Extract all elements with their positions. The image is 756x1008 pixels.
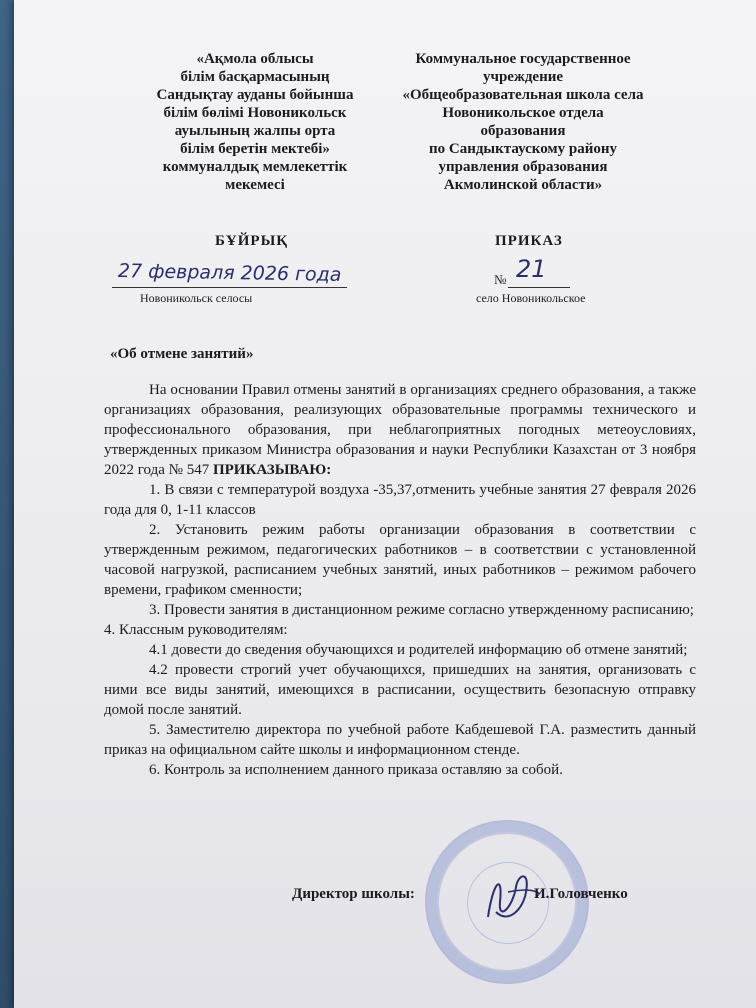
- order-item-6: 6. Контроль за исполнением данного приказа оставляю за собой.: [149, 762, 563, 778]
- header-kz-line: білім беретін мектебі»: [180, 141, 330, 157]
- header-kz-line: ауылының жалпы орта: [174, 123, 336, 139]
- header-ru-line: «Общеобразовательная школа села: [402, 87, 644, 103]
- order-title-ru: ПРИКАЗ: [495, 233, 563, 249]
- header-ru-line: Коммунальное государственное: [415, 51, 631, 67]
- place-kz: Новоникольск селосы: [140, 291, 253, 305]
- order-title-kz: БҰЙРЫҚ: [215, 233, 289, 249]
- command-word: ПРИКАЗЫВАЮ:: [212, 462, 332, 478]
- header-ru-line: образования: [480, 123, 566, 139]
- order-item-2: 2. Установить режим работы организации образования в соответствии с утвержденным режимом, педагогических работников – в соответствии с установленной часовой нагрузкой, расписанием учебных занятий, иных работников – режимом рабочего времени, графиком сменности;: [104, 522, 696, 598]
- header-ru-line: Новоникольское отдела: [442, 105, 604, 121]
- preamble-text: На основании Правил отмены занятий в организациях среднего образования, а также организациях образования, реализующих образовательные программы технического и профессионального образования, при неблагоприятных погодных метеоусловиях, утвержденных приказом Министра образования и науки Республики Казахстан от 3 ноября 2022 года № 547: [104, 382, 696, 478]
- order-item-3: 3. Провести занятия в дистанционном режиме согласно утвержденному расписанию;: [149, 602, 694, 618]
- header-ru-line: по Сандыктаускому району: [428, 141, 618, 157]
- header-ru: [388, 50, 658, 194]
- header-kz: [135, 50, 375, 194]
- signature-role: Директор школы:: [292, 886, 415, 902]
- header-ru-line: Акмолинской области»: [443, 177, 603, 193]
- header-kz-line: коммуналдық мемлекеттік: [162, 159, 348, 175]
- header-kz-line: білім басқармасының: [180, 69, 330, 85]
- header-kz-line: білім бөлімі Новоникольск: [163, 105, 347, 121]
- place-ru: село Новоникольское: [476, 291, 586, 305]
- header-kz-line: мекемесі: [225, 177, 285, 193]
- header-kz-line: Сандықтау ауданы бойынша: [156, 87, 354, 103]
- header-ru-line: управления образования: [438, 159, 608, 175]
- signature-name: И.Головченко: [534, 886, 628, 902]
- order-item-4: 4. Классным руководителям:: [104, 622, 288, 638]
- header-ru-line: учреждение: [482, 69, 564, 85]
- order-body: [104, 380, 696, 780]
- handwritten-order-number: 21: [516, 255, 547, 283]
- order-item-4-1: 4.1 довести до сведения обучающихся и родителей информацию об отмене занятий;: [149, 642, 688, 658]
- header-kz-line: «Ақмола облысы: [196, 51, 314, 67]
- order-subject: «Об отмене занятий»: [110, 346, 254, 362]
- date-underline: [112, 287, 347, 288]
- number-underline: [508, 287, 570, 288]
- preamble-paragraph: [104, 380, 696, 480]
- order-item-5: 5. Заместителю директора по учебной работе Кабдешевой Г.А. разместить данный приказ на официальном сайте школы и информационном стенде.: [104, 722, 696, 758]
- order-item-4-2: 4.2 провести строгий учет обучающихся, пришедших на занятия, организовать с ними все виды занятий, имеющихся в расписании, осуществить безопасную отправку домой после занятий.: [104, 662, 696, 718]
- order-number-label: №: [494, 272, 507, 287]
- handwritten-date: 27 февраля 2026 года: [117, 260, 342, 286]
- order-item-1: 1. В связи с температурой воздуха -35,37,отменить учебные занятия 27 февраля 2026 года для 0, 1-11 классов: [104, 482, 696, 518]
